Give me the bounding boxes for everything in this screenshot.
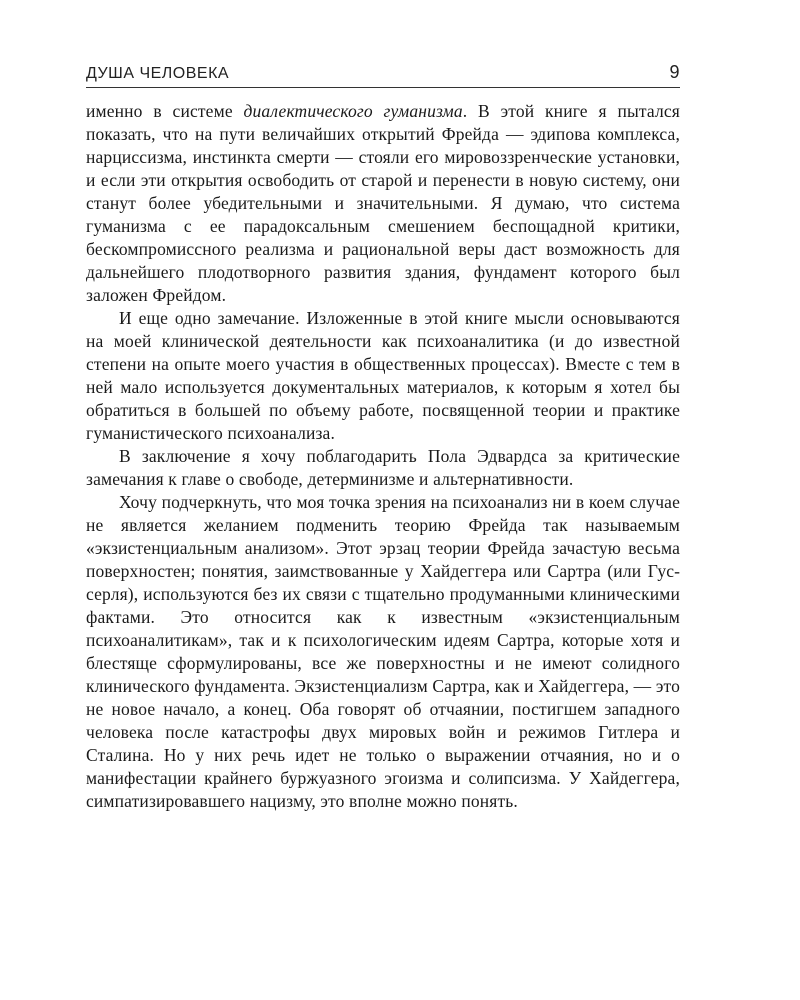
body-text (86, 100, 680, 813)
paragraph-3: В заключение я хочу поблагодарить Пола Эдвардса за критические замечания к главе о свободе, детерминизме и альтернативности. (86, 446, 680, 489)
paragraph-1-emphasis: диалектического гуманизма (243, 101, 463, 121)
running-title: ДУША ЧЕЛОВЕКА (86, 65, 230, 82)
paragraph-4: Хочу подчеркнуть, что моя точка зрения на психоанализ ни в коем случае не является желанием подменить теорию Фрейда так называемым «экзистенциальным анализом». Этот эрзац теории Фрейда зачастую весьма поверхностен; понятия, заимствованные у Хайдеггера или Сартра (или Гуссерля), используются без их связи с тщательно продуманными клиническими фактами. Это относится как к известным «экзистенциальным психоаналитикам», так и к психологическим идеям Сартра, которые хотя и блестяще сформулированы, все же поверхностны и не имеют солидного клинического фундамента. Экзистенциализм Сартра, как и Хайдеггера, — это не новое начало, а конец. Оба говорят об отчаянии, постигшем западного человека после катастрофы двух мировых войн и режимов Гитлера и Сталина. Но у них речь идет не только о выражении отчаяния, но и о манифестации крайнего буржуазного эгоизма и солипсизма. У Хайдеггера, симпатизировавшего нацизму, это вполне можно понять. (86, 492, 680, 811)
paragraph-1-before: именно в системе (86, 101, 244, 121)
paragraph-2: И еще одно замечание. Изложенные в этой книге мысли основываются на моей клинической деятельности как психоаналитика (и до известной степени на опыте моего участия в общественных процессах). Вместе с тем в ней мало используется документальных материалов, к которым я хотел бы обратиться в большей по объему работе, посвященной теории и практике гуманистического психоанализа. (86, 308, 680, 443)
book-page (86, 62, 680, 813)
page-number: 9 (669, 62, 680, 82)
running-header (86, 62, 680, 88)
paragraph-1-after: . В этой книге я пытался показать, что на пути величайших открытий Фрейда — эдипова комплекса, нарциссизма, инстинкта смерти — стояли его мировоззренческие установки, и если эти открытия освободить от старой и перенести в новую систему, они станут более убедительными и значительными. Я думаю, что система гуманизма с ее парадоксальным смешением беспощадной критики, бескомпромиссного реализма и рациональной веры даст возможность для дальнейшего плодотворного развития здания, фундамент которого был заложен Фрейдом. (86, 101, 680, 305)
paragraph-1 (86, 100, 680, 307)
